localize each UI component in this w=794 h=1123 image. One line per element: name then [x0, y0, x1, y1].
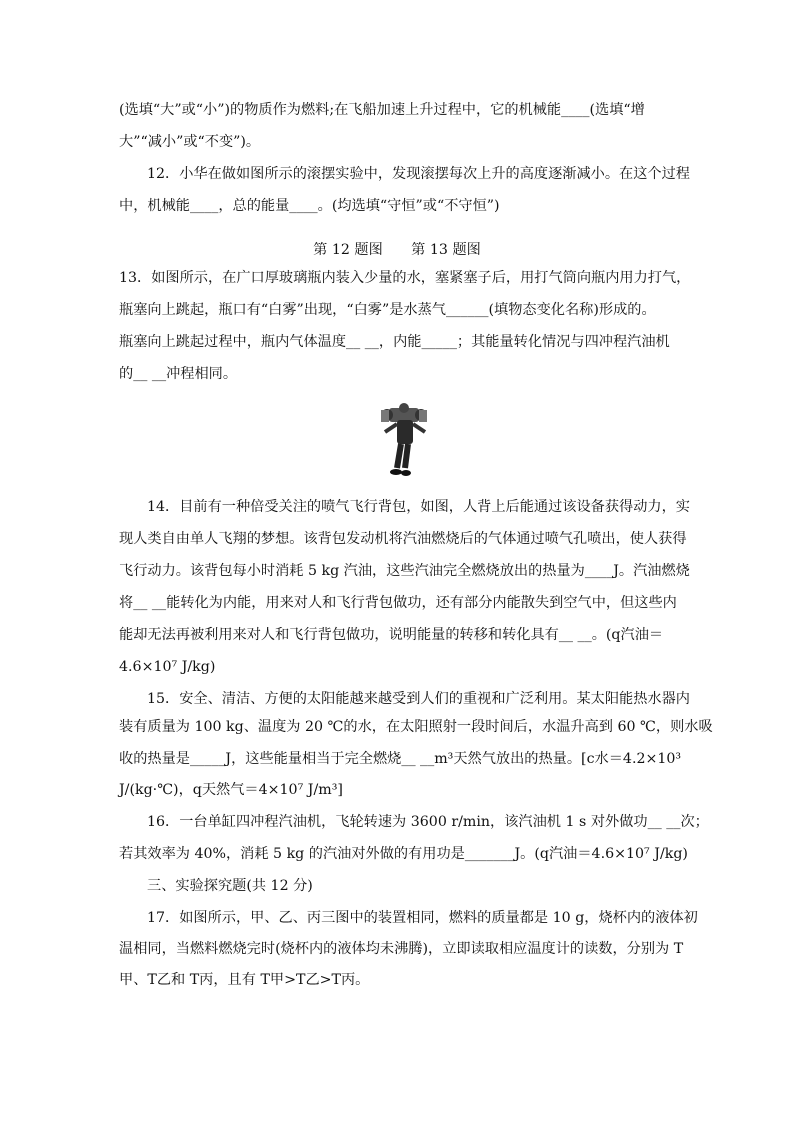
q11-line-2: 大”“减小”或“不变”)。 [119, 134, 261, 150]
q13-line-3: 瓶塞向上跳起过程中，瓶内气体温度__ __，内能_____；其能量转化情况与四冲程汽油机 [119, 334, 670, 350]
q17-line-3: 甲、T乙和 T丙，且有 T甲>T乙>T丙。 [119, 972, 370, 988]
q14-line-2: 现人类自由单人飞翔的梦想。该背包发动机将汽油燃烧后的气体通过喷气孔喷出，使人获得 [119, 531, 687, 547]
q14-line-5: 能却无法再被利用来对人和飞行背包做功，说明能量的转移和转化具有__ __。(q汽油＝ [119, 627, 664, 643]
q13-line-2: 瓶塞向上跳起，瓶口有“白雾”出现，“白雾”是水蒸气______(填物态变化名称)形成的。 [119, 302, 656, 318]
q17-line-2: 温相同，当燃料燃烧完时(烧杯内的液体均未沸腾)，立即读取相应温度计的读数，分别为 T [119, 941, 684, 957]
figure-captions: 第 12 题图 第 13 题图 [313, 242, 481, 258]
q12-line-2: 中，机械能____，总的能量____。(均选填“守恒”或“不守恒”) [119, 198, 500, 214]
q11-line-1: (选填“大”或“小”)的物质作为燃料;在飞船加速上升过程中，它的机械能____(选填“增 [119, 102, 645, 118]
q16-line-1: 16．一台单缸四冲程汽油机，飞轮转速为 3600 r/min，该汽油机 1 s 对外做功__ __次； [147, 814, 709, 830]
q14-line-1: 14．目前有一种倍受关注的喷气飞行背包，如图，人背上后能通过该设备获得动力，实 [147, 499, 690, 515]
q15-line-2: 装有质量为 100 kg、温度为 20 ℃的水，在太阳照射一段时间后，水温升高到 60 ℃，则水吸 [119, 719, 713, 735]
q13-line-1: 13．如图所示，在广口厚玻璃瓶内装入少量的水，塞紧塞子后，用打气筒向瓶内用力打气， [119, 270, 691, 286]
section-3-heading: 三、实验探究题(共 12 分) [147, 878, 313, 894]
q12-line-1: 12．小华在做如图所示的滚摆实验中，发现滚摆每次上升的高度逐渐减小。在这个过程 [147, 166, 690, 182]
q14-line-3: 飞行动力。该背包每小时消耗 5 kg 汽油，这些汽油完全燃烧放出的热量为____J。汽油燃烧 [119, 563, 690, 579]
q16-line-2: 若其效率为 40%，消耗 5 kg 的汽油对外做的有用功是_______J。(q汽油＝4.6×10⁷ J/kg) [119, 846, 688, 862]
q15-line-3: 收的热量是_____J，这些能量相当于完全燃烧__ __m³天然气放出的热量。[c水＝4.2×10³ [119, 751, 682, 767]
q17-line-1: 17．如图所示，甲、乙、丙三图中的装置相同，燃料的质量都是 10 g，烧杯内的液体初 [147, 910, 698, 926]
q15-line-1: 15．安全、清洁、方便的太阳能越来越受到人们的重视和广泛利用。某太阳能热水器内 [147, 691, 690, 707]
q14-line-4: 将__ __能转化为内能，用来对人和飞行背包做功，还有部分内能散失到空气中，但这些内 [119, 595, 677, 611]
q13-line-4: 的__ __冲程相同。 [119, 366, 238, 382]
q14-line-6: 4.6×10⁷ J/kg) [119, 659, 216, 675]
jetpack-figure-image [375, 402, 433, 482]
q15-line-4: J/(kg·℃)，q天然气＝4×10⁷ J/m³] [119, 782, 343, 798]
